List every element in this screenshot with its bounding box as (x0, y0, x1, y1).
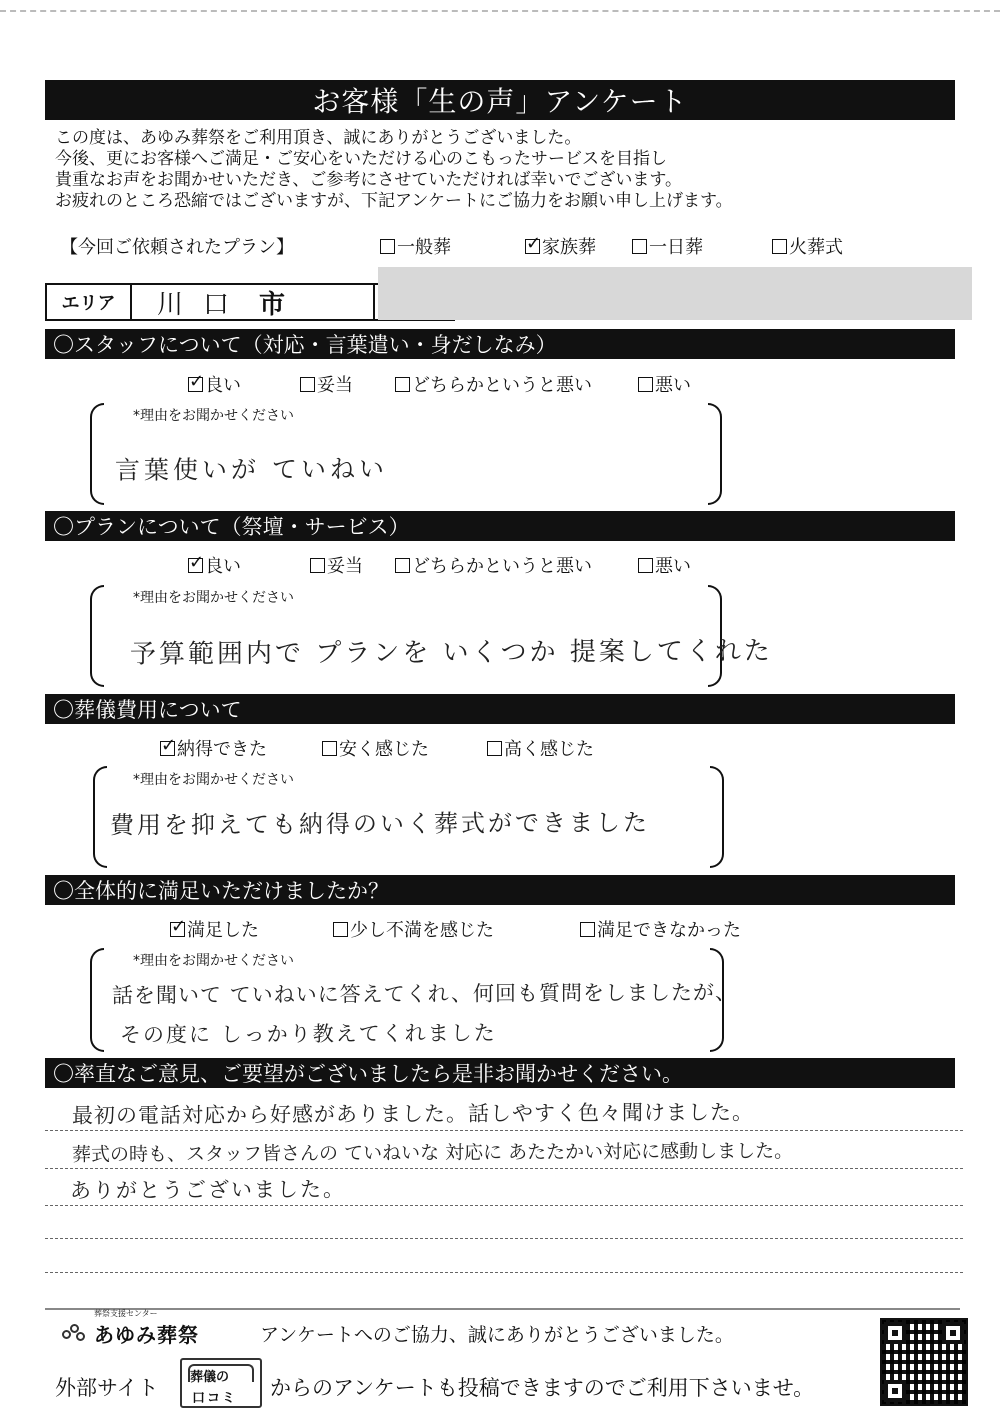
intro-line: この度は、あゆみ葬祭をご利用頂き、誠にありがとうございました。 (55, 128, 582, 148)
overall-options (170, 916, 890, 942)
option[interactable]: ✓満足した (170, 916, 259, 942)
checkbox-icon (395, 558, 410, 573)
area-value[interactable] (132, 285, 373, 319)
bracket-left (90, 948, 104, 1052)
option[interactable]: 悪い (638, 371, 691, 397)
qr-code-icon[interactable] (880, 1318, 968, 1406)
plan-question (60, 233, 960, 261)
checkbox-icon (487, 741, 502, 756)
plan-rating-options (188, 552, 888, 578)
plan-option[interactable]: 一般葬 (380, 233, 451, 259)
reason-hint: *理由をお聞かせください (133, 953, 294, 969)
option[interactable]: どちらかというと悪い (395, 371, 592, 397)
plan-label: 【今回ご依頼されたプラン】 (60, 237, 294, 258)
checkbox-icon (580, 922, 595, 937)
area-suffix: 市 (259, 289, 286, 320)
badge-line: 葬儀の (190, 1370, 230, 1385)
option[interactable]: 満足できなかった (580, 916, 741, 942)
bracket-left (93, 766, 107, 868)
option[interactable]: ✓良い (188, 552, 241, 578)
bracket-left (90, 403, 104, 505)
checked-checkbox-icon (170, 922, 185, 937)
qr-finder-pattern (884, 1380, 906, 1402)
checked-checkbox-icon (188, 377, 203, 392)
option[interactable]: 高く感じた (487, 735, 594, 761)
logo-text: あゆみ葬祭 (94, 1322, 199, 1347)
badge-line: 口コミ (192, 1391, 238, 1406)
option[interactable]: 安く感じた (322, 735, 429, 761)
option[interactable]: 妥当 (300, 371, 353, 397)
section-plan-title: 〇プランについて（祭壇・サービス） (45, 511, 955, 541)
section-opinion-title: 〇率直なご意見、ご要望がございましたら是非お聞かせください。 (45, 1058, 955, 1088)
company-logo (62, 1309, 199, 1348)
checkbox-icon (380, 239, 395, 254)
handwritten-opinion: ありがとうございました。 (69, 1177, 347, 1203)
dashed-rule (45, 1168, 963, 1169)
checkbox-icon (333, 922, 348, 937)
option[interactable]: 悪い (638, 552, 691, 578)
area-handwritten: 川口 (157, 289, 250, 320)
dashed-rule (45, 1238, 963, 1239)
thanks-message: アンケートへのご協力、誠にありがとうございました。 (260, 1324, 734, 1346)
bracket-right (708, 403, 722, 505)
plan-option[interactable]: 火葬式 (772, 233, 843, 259)
plan-option[interactable]: ✓ 家族葬 (525, 233, 596, 259)
qr-finder-pattern (942, 1322, 964, 1344)
intro-text (55, 128, 955, 212)
section-staff-title: 〇スタッフについて（対応・言葉遣い・身だしなみ） (45, 329, 955, 359)
area-field (45, 283, 375, 321)
cost-options (160, 735, 860, 761)
intro-line: 貴重なお声をお聞かせいただき、ご参考にさせていただければ幸いでございます。 (55, 170, 682, 190)
staff-options (188, 371, 888, 397)
handwritten-answer: その度に しっかり教えてくれました (119, 1021, 497, 1047)
reason-hint: *理由をお聞かせください (133, 772, 294, 788)
survey-title: お客様「生の声」アンケート (45, 80, 955, 120)
reason-hint: *理由をお聞かせください (133, 408, 294, 424)
review-site-badge[interactable] (180, 1358, 262, 1408)
checked-checkbox-icon (160, 741, 175, 756)
intro-line: お疲れのところ恐縮ではございますが、下記アンケートにご協力をお願い申し上げます。 (55, 191, 733, 211)
checkbox-icon (638, 377, 653, 392)
dashed-rule (45, 1272, 963, 1273)
option[interactable]: ✓良い (188, 371, 241, 397)
plan-option[interactable]: 一日葬 (632, 233, 703, 259)
handwritten-answer: 話を聞いて ていねいに答えてくれ、何回も質問をしましたが、 (111, 980, 738, 1008)
handwritten-answer: 言葉使いが ていねい (114, 454, 389, 485)
checked-checkbox-icon (188, 558, 203, 573)
redacted-family-name (378, 267, 972, 320)
bracket-right (710, 766, 724, 868)
top-dashed-border (0, 10, 1000, 12)
footer-rule (45, 1308, 960, 1310)
logo-subtitle: 葬祭支援センター (94, 1309, 158, 1318)
handwritten-opinion: 最初の電話対応から好感がありました。話しやすく色々聞けました。 (71, 1100, 755, 1128)
area-label: エリア (47, 285, 132, 319)
intro-line: 今後、更にお客様へご満足・ご安心をいただける心のこもったサービスを目指し (55, 149, 667, 169)
dashed-rule (45, 1205, 963, 1206)
handwritten-answer: 費用を抑えても納得のいく葬式ができました (109, 808, 651, 840)
checkbox-icon (310, 558, 325, 573)
checkbox-icon (300, 377, 315, 392)
section-overall-title: 〇全体的に満足いただけましたか？ (45, 875, 955, 905)
option[interactable]: 妥当 (310, 552, 363, 578)
checkbox-icon (322, 741, 337, 756)
external-site-text: からのアンケートも投稿できますのでご利用下さいませ。 (270, 1376, 815, 1400)
bracket-left (90, 585, 104, 687)
handwritten-opinion: 葬式の時も、スタッフ皆さんの ていねいな 対応に あたたかい対応に感動しました。 (71, 1140, 794, 1166)
dashed-rule (45, 1130, 963, 1131)
option[interactable]: 少し不満を感じた (333, 916, 494, 942)
external-site-label: 外部サイト (55, 1376, 159, 1400)
option[interactable]: ✓納得できた (160, 735, 267, 761)
handwritten-answer: 予算範囲内で プランを いくつか 提案してくれた (129, 636, 773, 670)
reason-hint: *理由をお聞かせください (133, 590, 294, 606)
option[interactable]: どちらかというと悪い (395, 552, 592, 578)
checkbox-icon (638, 558, 653, 573)
flower-icon (62, 1322, 90, 1344)
checkbox-icon (395, 377, 410, 392)
checkbox-icon (772, 239, 787, 254)
checkbox-icon (632, 239, 647, 254)
section-cost-title: 〇葬儀費用について (45, 694, 955, 724)
qr-finder-pattern (884, 1322, 906, 1344)
checked-checkbox-icon (525, 239, 540, 254)
